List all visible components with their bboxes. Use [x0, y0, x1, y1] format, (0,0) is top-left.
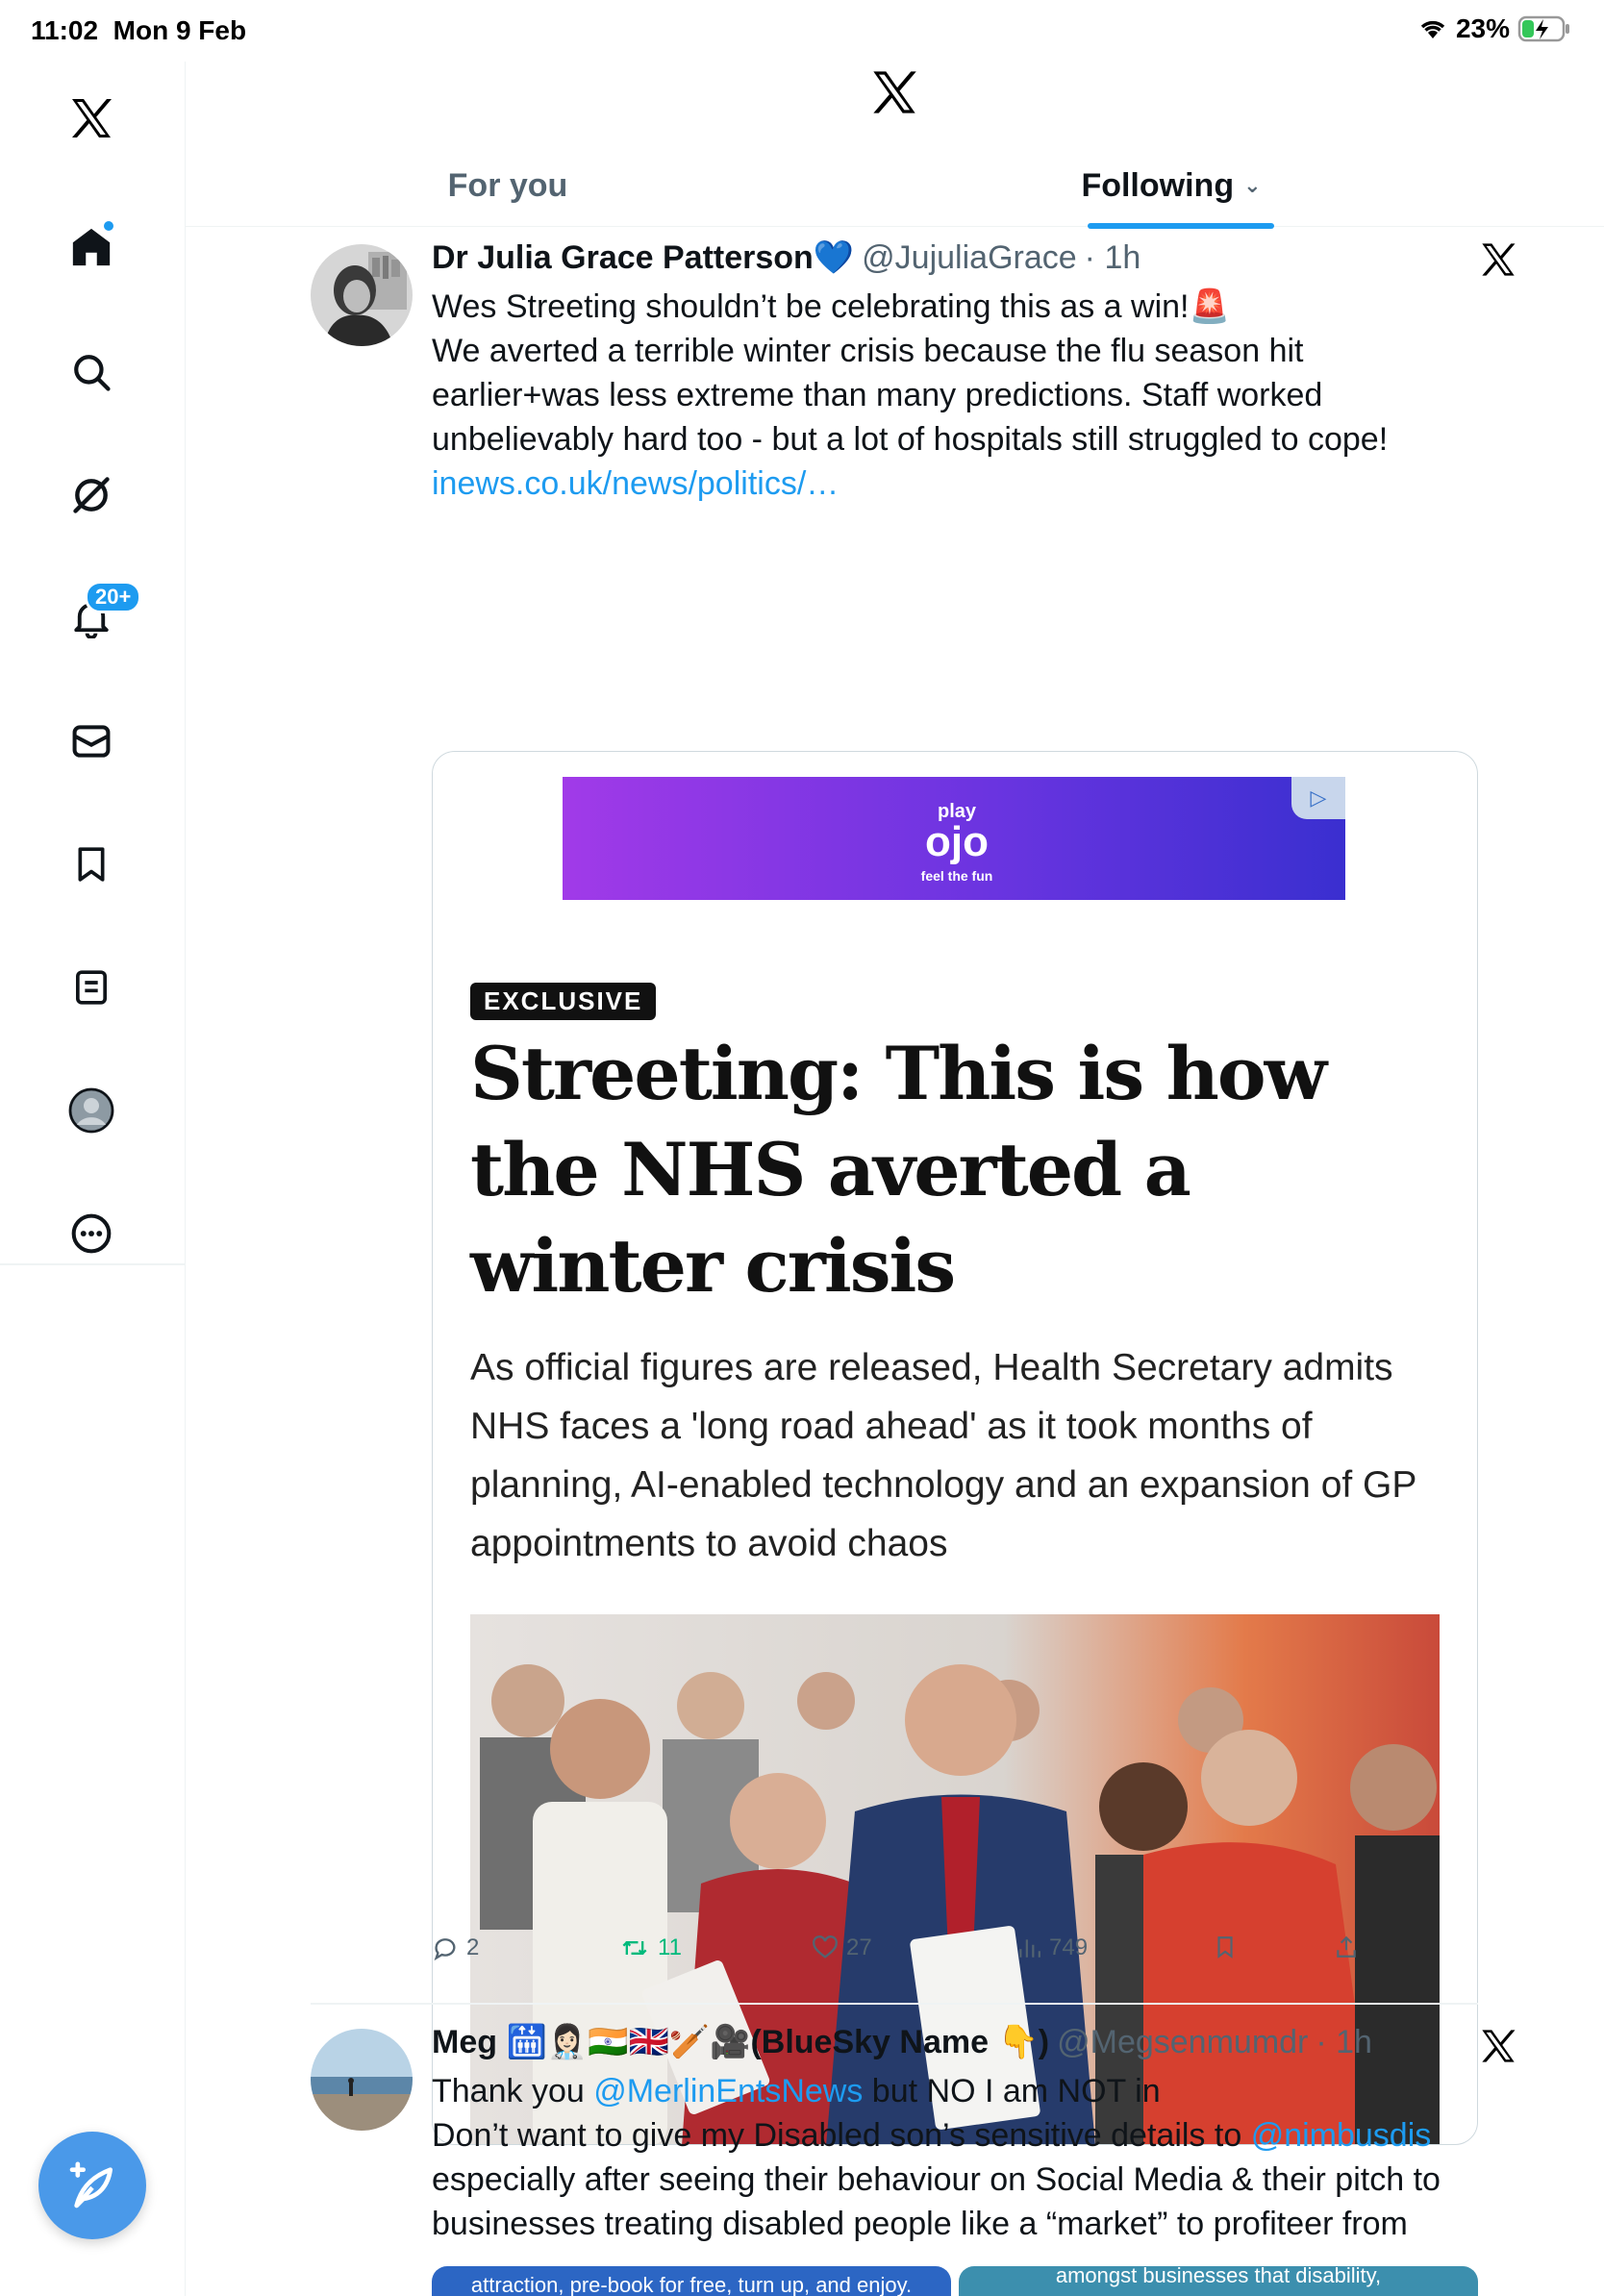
- retweet-icon: [619, 1934, 650, 1961]
- bell-icon[interactable]: [60, 585, 132, 650]
- home-icon[interactable]: [60, 215, 123, 279]
- reply-button[interactable]: [432, 1934, 479, 1961]
- tweet-text-line: Wes Streeting shouldn’t be celebrating this as a win!🚨: [432, 288, 1230, 325]
- media-preview-left[interactable]: [432, 2266, 951, 2296]
- tweet[interactable]: [186, 2009, 1604, 2296]
- tweet-text-line: [432, 2069, 1604, 2113]
- status-date: Mon 9 Feb: [113, 15, 247, 45]
- chevron-down-icon[interactable]: ⌄: [1243, 173, 1262, 197]
- sidebar-divider: [0, 1263, 186, 1265]
- compose-button[interactable]: [38, 2132, 146, 2239]
- status-indicators: [1417, 13, 1571, 44]
- tweet-author-handle[interactable]: @JujuliaGrace: [862, 238, 1077, 276]
- tweet-header: [432, 238, 1140, 277]
- x-logo-icon[interactable]: [1479, 240, 1517, 279]
- like-button[interactable]: [812, 1934, 872, 1961]
- tweet-text-fragment: but NO I am NOT in: [863, 2073, 1161, 2109]
- list-icon[interactable]: [60, 956, 123, 1019]
- mail-icon[interactable]: [60, 710, 123, 773]
- tab-following-label: Following: [1081, 166, 1235, 204]
- views-count: 749: [1049, 1934, 1089, 1960]
- grok-icon[interactable]: [60, 463, 123, 527]
- battery-percent: 23%: [1455, 13, 1510, 43]
- status-time: 11:02: [31, 15, 99, 45]
- timeline-tabs: [186, 144, 1604, 227]
- battery-charging-icon: [1517, 15, 1571, 42]
- tweet-author-name[interactable]: Dr Julia Grace Patterson💙: [432, 239, 855, 276]
- tweet-text: [432, 2069, 1604, 2246]
- status-bar: [0, 0, 1604, 62]
- media-preview-right-text: amongst businesses that disability,: [1055, 2266, 1382, 2287]
- ad-logo-main: ojo: [925, 818, 989, 865]
- tweet-text-fragment: Don’t want to give my Disabled son’s sensitive details to: [432, 2117, 1251, 2154]
- compose-feather-icon: [65, 2159, 119, 2212]
- share-icon: [1334, 1934, 1359, 1959]
- tab-following[interactable]: [830, 144, 1513, 227]
- retweet-count: 11: [658, 1934, 682, 1960]
- header-x-logo-icon: [869, 67, 919, 117]
- reply-count: 2: [466, 1934, 480, 1960]
- tweet-time[interactable]: · 1h: [1084, 238, 1141, 276]
- tweet-separator: [311, 2003, 1478, 2005]
- heart-icon: [812, 1934, 839, 1961]
- retweet-button[interactable]: [619, 1934, 682, 1961]
- bookmark-button[interactable]: [1213, 1934, 1238, 1959]
- ad-logo-sub: feel the fun: [920, 868, 993, 884]
- tweet-text: [432, 285, 1604, 506]
- search-icon[interactable]: [60, 340, 123, 404]
- views-button[interactable]: [1016, 1934, 1088, 1961]
- ad-choices-icon[interactable]: ▷: [1291, 777, 1345, 819]
- tweet-text-line: especially after seeing their behaviour on Social Media & their pitch to businesses treating disabled people like a “market” to profiteer from: [432, 2161, 1441, 2242]
- media-preview-left-text: attraction, pre-book for free, turn up, and enjoy.: [470, 2273, 913, 2296]
- ad-banner[interactable]: [563, 777, 1345, 900]
- views-icon: [1016, 1935, 1041, 1960]
- x-logo-icon[interactable]: [60, 87, 123, 150]
- tweet-author-handle[interactable]: @Megsenmumdr: [1057, 2023, 1309, 2060]
- article-headline: Streeting: This is how the NHS averted a winter crisis: [470, 1031, 1326, 1309]
- tab-for-you[interactable]: [186, 144, 830, 227]
- exclusive-label: EXCLUSIVE: [470, 983, 656, 1020]
- tweet-actions: [432, 1934, 1538, 1983]
- tweet-author-name[interactable]: Meg 🛗👩🏻‍⚕️🇮🇳🇬🇧🏏🎥(BlueSky Name 👇): [432, 2024, 1050, 2060]
- tweet-time[interactable]: · 1h: [1316, 2023, 1372, 2060]
- profile-icon[interactable]: [60, 1079, 123, 1142]
- ad-logo-top: play: [937, 801, 977, 822]
- notifications-badge: 20+: [85, 581, 141, 613]
- tweet-text-fragment: Thank you: [432, 2073, 594, 2109]
- tweet-text-line: We averted a terrible winter crisis because the flu season hit earlier+was less extreme than many predictions. Staff worked unbelievably hard too - but a lot of hospitals still struggled to cope!: [432, 333, 1389, 458]
- bookmark-icon: [1213, 1934, 1238, 1959]
- x-logo-icon[interactable]: [1479, 2027, 1517, 2065]
- avatar[interactable]: [311, 2029, 413, 2131]
- article-standfirst: As official figures are released, Health Secretary admits NHS faces a 'long road ahead' as it took months of planning, AI-enabled technology and an expansion of GP appointments to avoid chaos: [470, 1347, 1416, 1564]
- tweet-header: [432, 2023, 1372, 2061]
- share-button[interactable]: [1334, 1934, 1359, 1959]
- more-icon[interactable]: [60, 1202, 123, 1265]
- wifi-icon: [1417, 17, 1448, 40]
- home-unread-dot: [102, 219, 115, 233]
- like-count: 27: [846, 1934, 872, 1960]
- media-preview-right[interactable]: [959, 2266, 1478, 2296]
- status-time-date: [31, 15, 246, 46]
- avatar[interactable]: [311, 244, 413, 346]
- tweet-text-line: [432, 2113, 1604, 2158]
- mention-link[interactable]: @nimbusdis: [1250, 2117, 1432, 2154]
- tab-for-you-label: For you: [447, 166, 568, 204]
- playojo-logo-icon: [904, 786, 1010, 892]
- mention-link[interactable]: @MerlinEntsNews: [593, 2073, 864, 2109]
- left-nav: [0, 62, 186, 2296]
- reply-icon: [432, 1934, 459, 1961]
- tweet-link[interactable]: inews.co.uk/news/politics/…: [432, 465, 840, 502]
- bookmark-icon[interactable]: [60, 833, 123, 896]
- tweet[interactable]: [186, 227, 1604, 2054]
